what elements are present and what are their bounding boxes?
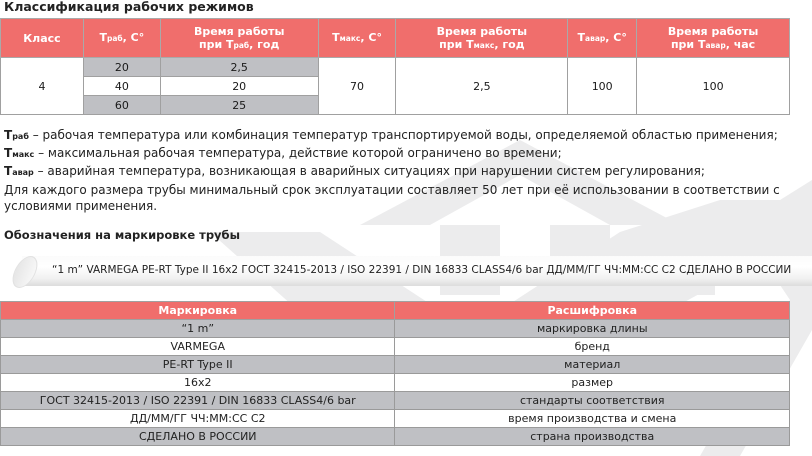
modes-table: [0, 18, 790, 115]
cell-decoding: размер: [395, 374, 790, 392]
table-row: [1, 374, 790, 392]
cell-t-rab: 20: [83, 58, 160, 77]
cell-t-rab: 40: [83, 77, 160, 96]
note-t-avar: Тавар – аварийная температура, возникающая в аварийных ситуациях при нарушении систем регулирования;: [4, 164, 705, 179]
marking-table-header: [1, 302, 790, 320]
cell-decoding: страна производства: [395, 428, 790, 446]
cell-marking: 16x2: [1, 374, 395, 392]
cell-time-max: 2,5: [396, 58, 568, 115]
table-row: [1, 338, 790, 356]
cell-time-rab: 20: [160, 77, 318, 96]
header-t-max: Тмакс, С°: [318, 19, 396, 58]
cell-time-avar: 100: [637, 58, 790, 115]
header-time-max: Время работы при Тмакс, год: [396, 19, 568, 58]
table-row: [1, 356, 790, 374]
cell-t-max: 70: [318, 58, 396, 115]
cell-decoding: время производства и смена: [395, 410, 790, 428]
cell-class: 4: [1, 58, 84, 115]
cell-t-avar: 100: [568, 58, 637, 115]
cell-decoding: маркировка длины: [395, 320, 790, 338]
table-row: [1, 428, 790, 446]
marking-table: [0, 301, 790, 446]
pipe-marking-text: “1 m” VARMEGA PE-RT Type II 16x2 ГОСТ 32415-2013 / ISO 22391 / DIN 16833 CLASS4/6 bar ДД/ММ/ГГ ЧЧ:ММ:СС С2 СДЕЛАНО В РОССИИ: [52, 264, 792, 276]
header-time-avar: Время работы при Тавар, час: [637, 19, 790, 58]
note-t-max: Тмакс – максимальная рабочая температура, действие которой ограничено во времени;: [4, 146, 562, 161]
table-row: [1, 320, 790, 338]
cell-decoding: бренд: [395, 338, 790, 356]
cell-marking: “1 m”: [1, 320, 395, 338]
header-time-rab: Время работы при Траб, год: [160, 19, 318, 58]
cell-decoding: стандарты соответствия: [395, 392, 790, 410]
table-row: [1, 58, 790, 77]
cell-time-rab: 25: [160, 96, 318, 115]
header-decoding: Расшифровка: [395, 302, 790, 320]
header-t-rab: Траб, С°: [83, 19, 160, 58]
cell-marking: ГОСТ 32415-2013 / ISO 22391 / DIN 16833 CLASS4/6 bar: [1, 392, 395, 410]
header-class: Класс: [1, 19, 84, 58]
note-t-rab: Траб – рабочая температура или комбинация температур транспортируемой воды, определяемой областью применения;: [4, 128, 778, 142]
section-title-marking: Обозначения на маркировке трубы: [4, 228, 240, 242]
table-row: [1, 392, 790, 410]
note-lifetime: Для каждого размера трубы минимальный срок эксплуатации составляет 50 лет при её использовании в соответствии с условиями применения.: [4, 182, 780, 213]
cell-decoding: материал: [395, 356, 790, 374]
header-t-avar: Тавар, С°: [568, 19, 637, 58]
cell-marking: VARMEGA: [1, 338, 395, 356]
notes-block: [4, 127, 810, 214]
section-title-modes: Классификация рабочих режимов: [4, 0, 254, 14]
modes-table-header: [1, 19, 790, 58]
header-marking: Маркировка: [1, 302, 395, 320]
cell-time-rab: 2,5: [160, 58, 318, 77]
cell-marking: PE-RT Type II: [1, 356, 395, 374]
cell-marking: ДД/ММ/ГГ ЧЧ:ММ:СС С2: [1, 410, 395, 428]
table-row: [1, 410, 790, 428]
cell-t-rab: 60: [83, 96, 160, 115]
cell-marking: СДЕЛАНО В РОССИИ: [1, 428, 395, 446]
